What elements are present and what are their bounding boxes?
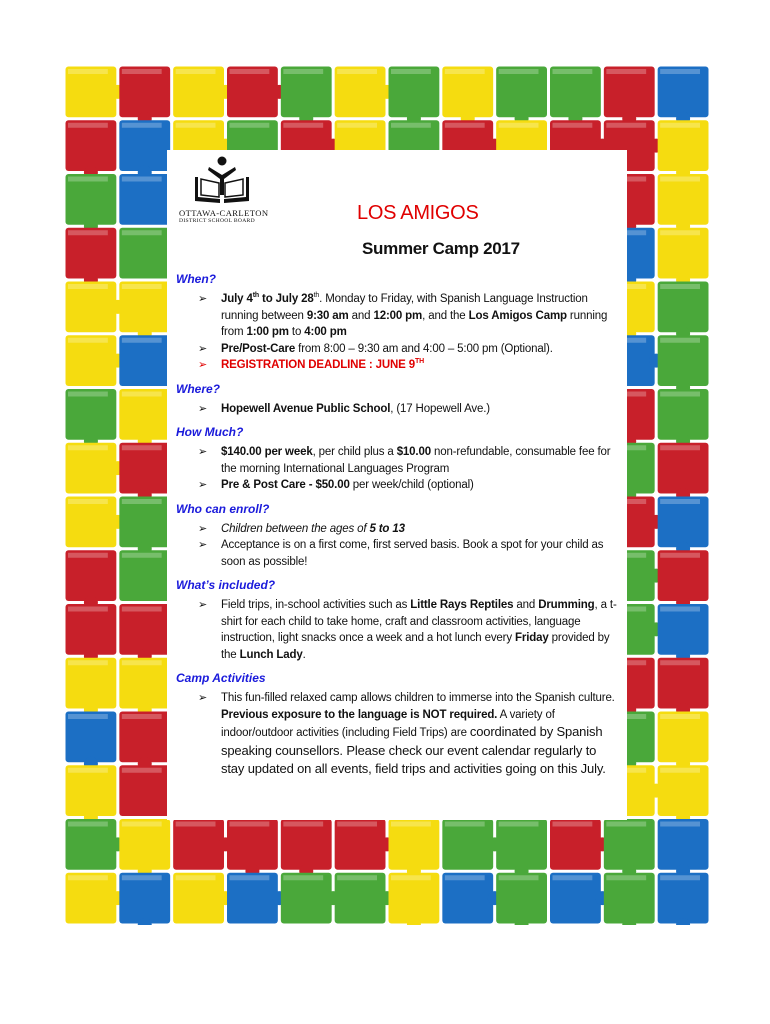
puzzle-highlight: [230, 875, 270, 880]
puzzle-highlight: [122, 660, 162, 665]
puzzle-piece: [658, 67, 709, 118]
section-heading: How Much?: [176, 425, 244, 439]
puzzle-piece: [604, 67, 655, 118]
puzzle-highlight: [122, 69, 162, 74]
puzzle-piece: [66, 765, 117, 816]
bullet-item: [198, 444, 622, 477]
puzzle-piece: [658, 497, 709, 548]
puzzle-highlight: [337, 875, 377, 880]
text-run: REGISTRATION DEADLINE : JUNE 9: [221, 359, 415, 371]
bullet-item: [198, 401, 622, 418]
puzzle-highlight: [660, 392, 700, 397]
puzzle-piece: [119, 443, 170, 494]
bullet-list: [176, 597, 622, 663]
puzzle-highlight: [176, 123, 216, 128]
puzzle-piece: [119, 712, 170, 763]
puzzle-highlight: [445, 123, 485, 128]
text-run: Hopewell Avenue Public School: [221, 402, 391, 415]
puzzle-highlight: [445, 822, 485, 827]
puzzle-piece: [658, 873, 709, 924]
puzzle-highlight: [122, 177, 162, 182]
text-run: 5 to 13: [369, 522, 405, 535]
bullet-list: [176, 291, 622, 374]
puzzle-piece: [335, 67, 386, 118]
puzzle-piece: [658, 443, 709, 494]
puzzle-highlight: [176, 875, 216, 880]
puzzle-highlight: [606, 123, 646, 128]
puzzle-piece: [658, 120, 709, 171]
puzzle-highlight: [660, 768, 700, 773]
arrow-bullet-icon: ➢: [198, 479, 208, 491]
puzzle-piece: [550, 873, 601, 924]
puzzle-piece: [119, 67, 170, 118]
puzzle-highlight: [68, 338, 108, 343]
puzzle-piece: [119, 120, 170, 171]
text-run: from 8:00 – 9:30 am and 4:00 – 5:00 pm (Optional).: [295, 342, 553, 355]
puzzle-piece: [658, 228, 709, 279]
bullet-list: [176, 401, 622, 418]
puzzle-highlight: [283, 123, 323, 128]
puzzle-piece: [66, 873, 117, 924]
puzzle-piece: [658, 765, 709, 816]
puzzle-highlight: [68, 714, 108, 719]
text-run: Children between the ages of: [221, 522, 370, 535]
page-subtitle: Summer Camp 2017: [362, 239, 520, 258]
puzzle-piece: [66, 120, 117, 171]
bullet-item: [198, 291, 622, 341]
puzzle-piece: [66, 819, 117, 870]
puzzle-highlight: [68, 822, 108, 827]
puzzle-piece: [335, 819, 386, 870]
text-run: Pre/Post-Care: [221, 342, 296, 355]
logo-subname: DISTRICT SCHOOL BOARD: [179, 218, 255, 224]
puzzle-highlight: [122, 875, 162, 880]
text-run: July 4: [221, 293, 253, 305]
puzzle-highlight: [606, 822, 646, 827]
text-run: and: [348, 309, 374, 322]
puzzle-highlight: [68, 607, 108, 612]
puzzle-piece: [66, 443, 117, 494]
puzzle-highlight: [122, 714, 162, 719]
text-run: Field trips, in-school activities such as: [221, 599, 411, 611]
text-run: coordinated by Spanish speaking counsellors. Please check our event calendar regularly to stay updated on all events, field trips and activities going on this July.: [221, 724, 606, 776]
puzzle-highlight: [122, 768, 162, 773]
puzzle-highlight: [122, 392, 162, 397]
puzzle-piece: [604, 873, 655, 924]
puzzle-piece: [173, 819, 224, 870]
text-run: Previous exposure to the language is NOT required.: [221, 708, 498, 721]
puzzle-piece: [66, 282, 117, 333]
flyer-content: [167, 150, 627, 820]
puzzle-piece: [66, 228, 117, 279]
section-heading: When?: [176, 272, 216, 286]
puzzle-highlight: [499, 69, 539, 74]
bullet-item: [198, 690, 622, 779]
puzzle-highlight: [122, 445, 162, 450]
text-run: provided by the: [221, 632, 610, 661]
puzzle-piece: [119, 658, 170, 709]
puzzle-piece: [119, 174, 170, 225]
puzzle-highlight: [68, 230, 108, 235]
page-title: LOS AMIGOS: [357, 202, 479, 224]
puzzle-highlight: [122, 822, 162, 827]
puzzle-piece: [119, 228, 170, 279]
text-run: per week/child (optional): [349, 479, 474, 491]
puzzle-highlight: [660, 123, 700, 128]
bullet-item: [198, 537, 622, 570]
arrow-bullet-icon: ➢: [198, 599, 208, 611]
puzzle-highlight: [660, 553, 700, 558]
puzzle-piece: [66, 174, 117, 225]
text-run: , and the: [422, 309, 469, 322]
puzzle-piece: [550, 67, 601, 118]
bullet-item: [198, 597, 622, 663]
puzzle-highlight: [176, 822, 216, 827]
puzzle-highlight: [660, 660, 700, 665]
puzzle-highlight: [445, 875, 485, 880]
puzzle-piece: [119, 335, 170, 386]
puzzle-piece: [658, 819, 709, 870]
puzzle-highlight: [68, 499, 108, 504]
puzzle-piece: [119, 550, 170, 601]
puzzle-piece: [227, 67, 278, 118]
section-heading: Who can enroll?: [176, 501, 270, 516]
text-run: TH: [415, 358, 425, 366]
arrow-bullet-icon: ➢: [198, 359, 208, 371]
text-run: non-refundable, consumable fee for the morning International Languages Program: [221, 446, 611, 475]
bullet-list: [176, 521, 622, 571]
puzzle-highlight: [553, 69, 593, 74]
puzzle-piece: [658, 174, 709, 225]
puzzle-highlight: [553, 822, 593, 827]
section-heading: Where?: [176, 381, 221, 396]
puzzle-highlight: [660, 607, 700, 612]
sections: [176, 272, 622, 787]
puzzle-piece: [66, 497, 117, 548]
text-run: , a t-shirt for each child to take home, craft and classroom activities, language instruction, light snacks once a week and a hot lunch every: [221, 599, 617, 644]
puzzle-highlight: [230, 69, 270, 74]
puzzle-highlight: [391, 822, 431, 827]
bullet-item: [198, 357, 622, 374]
puzzle-piece: [496, 873, 547, 924]
puzzle-piece: [281, 873, 332, 924]
puzzle-piece: [66, 389, 117, 440]
puzzle-highlight: [391, 875, 431, 880]
puzzle-highlight: [499, 822, 539, 827]
puzzle-highlight: [68, 768, 108, 773]
puzzle-piece: [389, 819, 440, 870]
puzzle-piece: [227, 819, 278, 870]
section-heading: What’s included?: [176, 578, 276, 592]
puzzle-highlight: [660, 284, 700, 289]
arrow-bullet-icon: ➢: [198, 692, 208, 704]
puzzle-highlight: [283, 822, 323, 827]
puzzle-highlight: [122, 553, 162, 558]
reading-figure-book-logo-icon: [189, 155, 255, 207]
puzzle-highlight: [68, 69, 108, 74]
text-run: Acceptance is on a first come, first served basis. Book a spot for your child as soon as possible!: [221, 539, 604, 568]
puzzle-piece: [658, 712, 709, 763]
puzzle-piece: [658, 389, 709, 440]
text-run: $10.00: [396, 446, 431, 458]
puzzle-piece: [604, 819, 655, 870]
puzzle-piece: [227, 873, 278, 924]
puzzle-highlight: [553, 875, 593, 880]
puzzle-highlight: [122, 123, 162, 128]
arrow-bullet-icon: ➢: [198, 522, 208, 535]
puzzle-highlight: [68, 123, 108, 128]
puzzle-highlight: [391, 123, 431, 128]
text-run: th: [252, 292, 260, 300]
text-run: Drumming: [538, 599, 595, 611]
puzzle-highlight: [606, 69, 646, 74]
puzzle-piece: [119, 873, 170, 924]
puzzle-highlight: [337, 123, 377, 128]
puzzle-piece: [66, 335, 117, 386]
puzzle-piece: [173, 873, 224, 924]
puzzle-highlight: [122, 499, 162, 504]
puzzle-piece: [389, 67, 440, 118]
arrow-bullet-icon: ➢: [198, 342, 208, 355]
puzzle-highlight: [68, 553, 108, 558]
puzzle-highlight: [68, 284, 108, 289]
puzzle-highlight: [660, 499, 700, 504]
text-run: Lunch Lady: [239, 648, 303, 661]
text-run: Pre & Post Care - $50.00: [221, 479, 350, 491]
puzzle-piece: [173, 67, 224, 118]
puzzle-highlight: [660, 822, 700, 827]
puzzle-piece: [658, 282, 709, 333]
puzzle-highlight: [176, 69, 216, 74]
puzzle-piece: [658, 335, 709, 386]
puzzle-piece: [66, 550, 117, 601]
text-run: $140.00 per week: [221, 446, 313, 458]
arrow-bullet-icon: ➢: [198, 446, 208, 458]
puzzle-highlight: [660, 338, 700, 343]
puzzle-piece: [389, 873, 440, 924]
puzzle-highlight: [122, 607, 162, 612]
puzzle-piece: [281, 819, 332, 870]
text-run: 1:00 pm: [246, 326, 289, 338]
text-run: running from: [221, 309, 608, 338]
puzzle-piece: [442, 873, 493, 924]
puzzle-highlight: [606, 875, 646, 880]
puzzle-highlight: [660, 69, 700, 74]
puzzle-piece: [119, 765, 170, 816]
text-run: , (17 Hopewell Ave.): [390, 402, 490, 415]
puzzle-piece: [66, 712, 117, 763]
text-run: .: [302, 648, 306, 661]
puzzle-piece: [119, 282, 170, 333]
puzzle-highlight: [391, 69, 431, 74]
puzzle-piece: [119, 497, 170, 548]
puzzle-piece: [119, 604, 170, 655]
puzzle-piece: [658, 604, 709, 655]
puzzle-piece: [119, 389, 170, 440]
puzzle-highlight: [660, 875, 700, 880]
puzzle-highlight: [445, 69, 485, 74]
section-heading: Camp Activities: [176, 671, 266, 685]
puzzle-piece: [281, 67, 332, 118]
text-run: and: [513, 599, 539, 611]
text-run: Little Rays Reptiles: [410, 599, 514, 611]
puzzle-highlight: [337, 69, 377, 74]
text-run: , per child plus a: [312, 446, 397, 458]
puzzle-piece: [66, 604, 117, 655]
puzzle-highlight: [230, 123, 270, 128]
text-run: 4:00 pm: [304, 326, 347, 338]
text-run: 9:30 am: [306, 309, 349, 322]
puzzle-highlight: [68, 660, 108, 665]
puzzle-piece: [496, 819, 547, 870]
puzzle-highlight: [68, 875, 108, 880]
puzzle-highlight: [122, 338, 162, 343]
puzzle-piece: [66, 67, 117, 118]
puzzle-piece: [119, 819, 170, 870]
puzzle-piece: [550, 819, 601, 870]
puzzle-highlight: [122, 284, 162, 289]
bullet-item: [198, 521, 622, 538]
bullet-list: [176, 690, 622, 779]
puzzle-highlight: [68, 445, 108, 450]
puzzle-piece: [496, 67, 547, 118]
bullet-list: [176, 444, 622, 494]
puzzle-highlight: [283, 69, 323, 74]
logo-name: OTTAWA-CARLETON: [179, 208, 269, 218]
text-run: This fun-filled relaxed camp allows children to immerse into the Spanish culture.: [221, 692, 615, 704]
puzzle-highlight: [499, 123, 539, 128]
puzzle-piece: [335, 873, 386, 924]
puzzle-piece: [658, 658, 709, 709]
text-run: . Monday to Friday, with Spanish Language Instruction running between: [221, 293, 588, 322]
text-run: th: [313, 292, 320, 300]
bullet-item: [198, 341, 622, 358]
puzzle-piece: [66, 658, 117, 709]
puzzle-highlight: [230, 822, 270, 827]
puzzle-highlight: [283, 875, 323, 880]
arrow-bullet-icon: ➢: [198, 293, 208, 305]
text-run: to: [288, 326, 305, 338]
text-run: Friday: [515, 632, 549, 644]
puzzle-highlight: [660, 445, 700, 450]
bullet-item: [198, 477, 622, 494]
puzzle-piece: [442, 67, 493, 118]
puzzle-highlight: [68, 392, 108, 397]
puzzle-piece: [658, 550, 709, 601]
text-run: Los Amigos Camp: [468, 309, 567, 322]
school-board-logo: [179, 155, 269, 224]
puzzle-highlight: [337, 822, 377, 827]
puzzle-highlight: [660, 714, 700, 719]
puzzle-highlight: [122, 230, 162, 235]
puzzle-highlight: [553, 123, 593, 128]
puzzle-piece: [442, 819, 493, 870]
text-run: A variety of indoor/outdoor activities (including Field Trips) are: [221, 708, 555, 739]
text-run: 12:00 pm: [373, 309, 423, 322]
text-run: to July 28: [259, 293, 314, 305]
puzzle-highlight: [499, 875, 539, 880]
puzzle-highlight: [660, 230, 700, 235]
arrow-bullet-icon: ➢: [198, 539, 208, 551]
puzzle-highlight: [660, 177, 700, 182]
arrow-bullet-icon: ➢: [198, 402, 208, 415]
puzzle-highlight: [68, 177, 108, 182]
